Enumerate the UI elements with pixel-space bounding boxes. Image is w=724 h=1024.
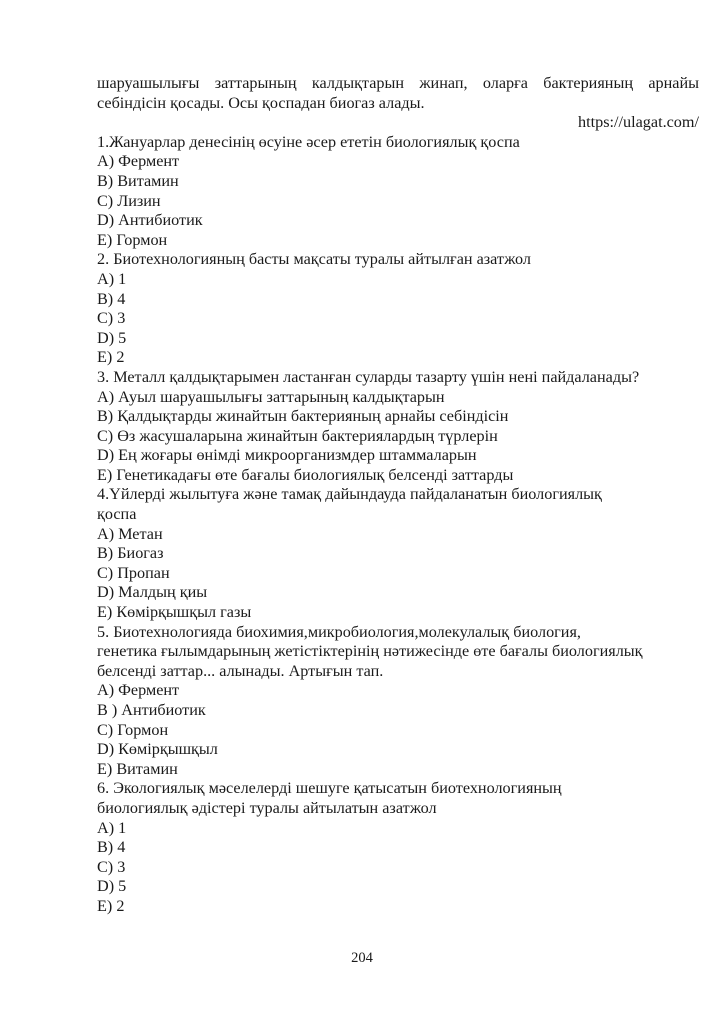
answer-option: C) Лизин [97, 191, 161, 210]
answer-option: C) Пропан [97, 563, 170, 582]
source-link[interactable]: https://ulagat.com/ [578, 113, 699, 132]
answer-option: A) Метан [97, 524, 163, 543]
question-text: генетика ғылымдарының жетістіктерінің нәтижесінде өте бағалы биологиялық [97, 642, 643, 661]
answer-option: C) Гормон [97, 720, 169, 739]
question-5 [97, 623, 699, 780]
question-4 [97, 485, 699, 622]
question-3 [97, 368, 699, 486]
question-text: 4.Үйлерді жылытуға және тамақ дайындауда пайдаланатын биологиялық [97, 485, 602, 504]
answer-option: D) 5 [97, 877, 127, 896]
answer-option: D) Көмірқышқыл [97, 740, 218, 759]
answer-option: B) 4 [97, 289, 126, 308]
answer-option: A) Фермент [97, 681, 180, 700]
question-text: 1.Жануарлар денесінің өсуіне әсер ететін биологиялық қоспа [97, 132, 520, 151]
question-text: 2. Биотехнологияның басты мақсаты туралы айтылған азатжол [97, 250, 531, 269]
question-2 [97, 250, 699, 368]
answer-option: E) 2 [97, 348, 125, 367]
question-text: 5. Биотехнологияда биохимия,микробиология,молекулалық биология, [97, 622, 581, 641]
intro-line: шаруашылығы заттарының калдықтарын жинап, оларға бактерияның арнайы [97, 74, 699, 92]
question-text: 6. Экологиялық мәселелерді шешуге қатысатын биотехнологияның [97, 779, 562, 798]
answer-option: A) Ауыл шаруашылығы заттарының калдықтарын [97, 387, 445, 406]
answer-option: A) 1 [97, 269, 127, 288]
answer-option: C) 3 [97, 857, 126, 876]
question-text: биологиялық әдістері туралы айтылатын азатжол [97, 798, 437, 817]
answer-option: E) Көмірқышқыл газы [97, 603, 252, 622]
question-text: белсенді заттар... алынады. Артығын тап. [97, 661, 384, 680]
answer-option: D) Ең жоғары өнімді микроорганизмдер штаммаларын [97, 446, 477, 465]
question-6 [97, 779, 699, 916]
answer-option: D) Антибиотик [97, 211, 203, 230]
answer-option: A) Фермент [97, 152, 180, 171]
page-content [97, 74, 699, 917]
question-text: 3. Металл қалдықтарымен ластанған суларды тазарту үшін нені пайдаланады? [97, 367, 640, 386]
answer-option: B) Витамин [97, 171, 179, 190]
answer-option: E) Витамин [97, 759, 178, 778]
question-1 [97, 133, 699, 251]
answer-option: D) Малдың қиы [97, 583, 208, 602]
question-text: қоспа [97, 505, 137, 524]
answer-option: D) 5 [97, 328, 127, 347]
answer-option: C) 3 [97, 309, 126, 328]
answer-option: A) 1 [97, 818, 127, 837]
answer-option: B) 4 [97, 838, 126, 857]
answer-option: E) 2 [97, 896, 125, 915]
intro-line: себіндісін қосады. Осы қоспадан биогаз алады. [97, 93, 425, 112]
answer-option: B) Биогаз [97, 544, 164, 563]
answer-option: E) Гормон [97, 230, 168, 249]
answer-option: C) Өз жасушаларына жинайтын бактериялардың түрлерін [97, 426, 498, 445]
answer-option: B) Қалдықтарды жинайтын бактерияның арнайы себіндісін [97, 407, 509, 426]
page-number: 204 [351, 950, 373, 966]
answer-option: E) Генетикадағы өте бағалы биологиялық белсенді заттарды [97, 465, 514, 484]
answer-option: B ) Антибиотик [97, 701, 206, 719]
